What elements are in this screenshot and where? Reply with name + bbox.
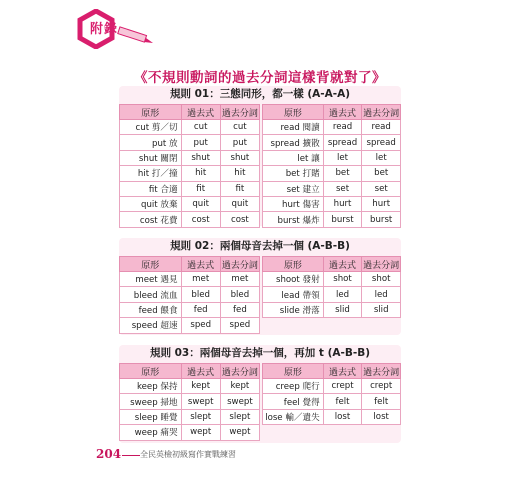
past-participle-cell: fit: [220, 181, 259, 196]
table-row: [120, 212, 260, 227]
past-participle-cell: set: [362, 181, 401, 196]
base-form-cell: keep 保持: [120, 379, 182, 394]
past-participle-cell: slept: [220, 409, 259, 424]
rule-section-2: [119, 238, 401, 335]
rule-section-1: [119, 86, 401, 226]
column-header: 過去式: [323, 364, 362, 379]
past-tense-cell: led: [323, 287, 362, 302]
table-row: [120, 409, 260, 424]
column-header: 過去式: [323, 257, 362, 272]
past-tense-cell: slid: [323, 302, 362, 317]
column-header: 過去式: [181, 257, 220, 272]
base-form-cell: shut 關閉: [120, 150, 182, 165]
rule-heading: 規則 03：兩個母音去掉一個，再加 t (A-B-B): [149, 347, 371, 359]
column-header: 過去式: [181, 364, 220, 379]
base-form-cell: weep 痛哭: [120, 425, 182, 440]
page-footer: [96, 445, 426, 465]
base-form-cell: quit 放棄: [120, 196, 182, 211]
past-tense-cell: bled: [181, 287, 220, 302]
past-tense-cell: put: [181, 135, 220, 150]
table-row: [120, 150, 260, 165]
base-form-cell: feed 餵食: [120, 302, 182, 317]
past-participle-cell: shut: [220, 150, 259, 165]
verb-table-left: [119, 256, 260, 334]
base-form-cell: bet 打賭: [263, 166, 324, 181]
past-tense-cell: set: [323, 181, 362, 196]
table-row: [263, 379, 401, 394]
base-form-cell: put 放: [120, 135, 182, 150]
past-participle-cell: fed: [220, 302, 259, 317]
past-tense-cell: swept: [181, 394, 220, 409]
column-header: 過去分詞: [362, 105, 401, 120]
column-header: 原形: [120, 364, 182, 379]
base-form-cell: set 建立: [263, 181, 324, 196]
footer-divider: [122, 455, 140, 456]
table-row: [120, 302, 260, 317]
past-participle-cell: wept: [220, 425, 259, 440]
past-participle-cell: felt: [362, 394, 401, 409]
table-row: [120, 272, 260, 287]
base-form-cell: cost 花費: [120, 212, 182, 227]
past-participle-cell: lost: [362, 409, 401, 424]
past-participle-cell: quit: [220, 196, 259, 211]
table-row: [263, 272, 401, 287]
past-participle-cell: let: [362, 150, 401, 165]
verb-table-right: [262, 104, 401, 228]
table-row: [263, 212, 401, 227]
past-participle-cell: met: [220, 272, 259, 287]
base-form-cell: feel 覺得: [263, 394, 324, 409]
table-row: [263, 166, 401, 181]
column-header: 過去分詞: [362, 364, 401, 379]
past-tense-cell: bet: [323, 166, 362, 181]
past-participle-cell: slid: [362, 302, 401, 317]
column-header: 過去分詞: [220, 105, 259, 120]
rule-section-3: [119, 345, 401, 443]
appendix-badge: [76, 9, 154, 49]
table-row: [263, 409, 401, 424]
base-form-cell: cut 剪／切: [120, 120, 182, 135]
past-tense-cell: hit: [181, 166, 220, 181]
verb-table-right: [262, 363, 401, 425]
verb-table-right: [262, 256, 401, 318]
past-participle-cell: read: [362, 120, 401, 135]
base-form-cell: sweep 掃地: [120, 394, 182, 409]
past-participle-cell: cost: [220, 212, 259, 227]
base-form-cell: bleed 流血: [120, 287, 182, 302]
column-header: 原形: [120, 105, 182, 120]
base-form-cell: lead 帶領: [263, 287, 324, 302]
past-tense-cell: hurt: [323, 196, 362, 211]
base-form-cell: lose 輸／遺失: [263, 409, 324, 424]
table-row: [120, 318, 260, 333]
table-row: [120, 394, 260, 409]
past-tense-cell: quit: [181, 196, 220, 211]
base-form-cell: read 閱讀: [263, 120, 324, 135]
base-form-cell: spread 擴散: [263, 135, 324, 150]
past-tense-cell: cut: [181, 120, 220, 135]
column-header: 過去分詞: [220, 257, 259, 272]
table-row: [263, 196, 401, 211]
past-participle-cell: shot: [362, 272, 401, 287]
past-participle-cell: hurt: [362, 196, 401, 211]
past-tense-cell: shot: [323, 272, 362, 287]
past-tense-cell: cost: [181, 212, 220, 227]
past-tense-cell: felt: [323, 394, 362, 409]
appendix-label: 附錄: [90, 22, 119, 37]
rule-heading: 規則 02：兩個母音去掉一個 (A-B-B): [170, 240, 350, 252]
column-header: 原形: [263, 257, 324, 272]
past-tense-cell: shut: [181, 150, 220, 165]
past-participle-cell: hit: [220, 166, 259, 181]
base-form-cell: shoot 發射: [263, 272, 324, 287]
rule-heading: 規則 01：三態同形，都一樣 (A-A-A): [169, 88, 351, 100]
table-row: [120, 287, 260, 302]
table-row: [120, 196, 260, 211]
past-participle-cell: swept: [220, 394, 259, 409]
past-participle-cell: led: [362, 287, 401, 302]
table-row: [263, 394, 401, 409]
verb-table-left: [119, 363, 260, 441]
past-tense-cell: crept: [323, 379, 362, 394]
page-number: 204: [96, 447, 122, 461]
table-row: [263, 135, 401, 150]
base-form-cell: slide 滑落: [263, 302, 324, 317]
table-row: [263, 181, 401, 196]
base-form-cell: speed 超速: [120, 318, 182, 333]
past-participle-cell: burst: [362, 212, 401, 227]
past-tense-cell: let: [323, 150, 362, 165]
book-title: 全民英檢初級寫作實戰練習: [140, 450, 236, 459]
column-header: 原形: [263, 105, 324, 120]
past-participle-cell: put: [220, 135, 259, 150]
past-tense-cell: wept: [181, 425, 220, 440]
base-form-cell: creep 爬行: [263, 379, 324, 394]
page-title: 《不規則動詞的過去分詞這樣背就對了》: [134, 70, 386, 86]
past-tense-cell: fit: [181, 181, 220, 196]
table-row: [263, 150, 401, 165]
base-form-cell: meet 遇見: [120, 272, 182, 287]
base-form-cell: sleep 睡覺: [120, 409, 182, 424]
past-tense-cell: lost: [323, 409, 362, 424]
column-header: 過去分詞: [220, 364, 259, 379]
base-form-cell: hurt 傷害: [263, 196, 324, 211]
verb-table-left: [119, 104, 260, 228]
column-header: 過去式: [181, 105, 220, 120]
column-header: 原形: [120, 257, 182, 272]
past-participle-cell: crept: [362, 379, 401, 394]
table-row: [120, 166, 260, 181]
past-tense-cell: sped: [181, 318, 220, 333]
base-form-cell: hit 打／撞: [120, 166, 182, 181]
past-participle-cell: kept: [220, 379, 259, 394]
past-tense-cell: kept: [181, 379, 220, 394]
past-participle-cell: cut: [220, 120, 259, 135]
past-tense-cell: met: [181, 272, 220, 287]
past-tense-cell: slept: [181, 409, 220, 424]
past-participle-cell: bet: [362, 166, 401, 181]
past-participle-cell: sped: [220, 318, 259, 333]
column-header: 過去分詞: [362, 257, 401, 272]
past-tense-cell: spread: [323, 135, 362, 150]
table-row: [120, 181, 260, 196]
pencil-icon: [116, 25, 154, 45]
base-form-cell: burst 爆炸: [263, 212, 324, 227]
table-row: [263, 120, 401, 135]
table-row: [120, 120, 260, 135]
past-tense-cell: burst: [323, 212, 362, 227]
column-header: 過去式: [323, 105, 362, 120]
table-row: [120, 425, 260, 440]
table-row: [120, 379, 260, 394]
column-header: 原形: [263, 364, 324, 379]
past-tense-cell: read: [323, 120, 362, 135]
past-participle-cell: spread: [362, 135, 401, 150]
past-tense-cell: fed: [181, 302, 220, 317]
table-row: [263, 302, 401, 317]
base-form-cell: let 讓: [263, 150, 324, 165]
table-row: [263, 287, 401, 302]
base-form-cell: fit 合適: [120, 181, 182, 196]
table-row: [120, 135, 260, 150]
past-participle-cell: bled: [220, 287, 259, 302]
